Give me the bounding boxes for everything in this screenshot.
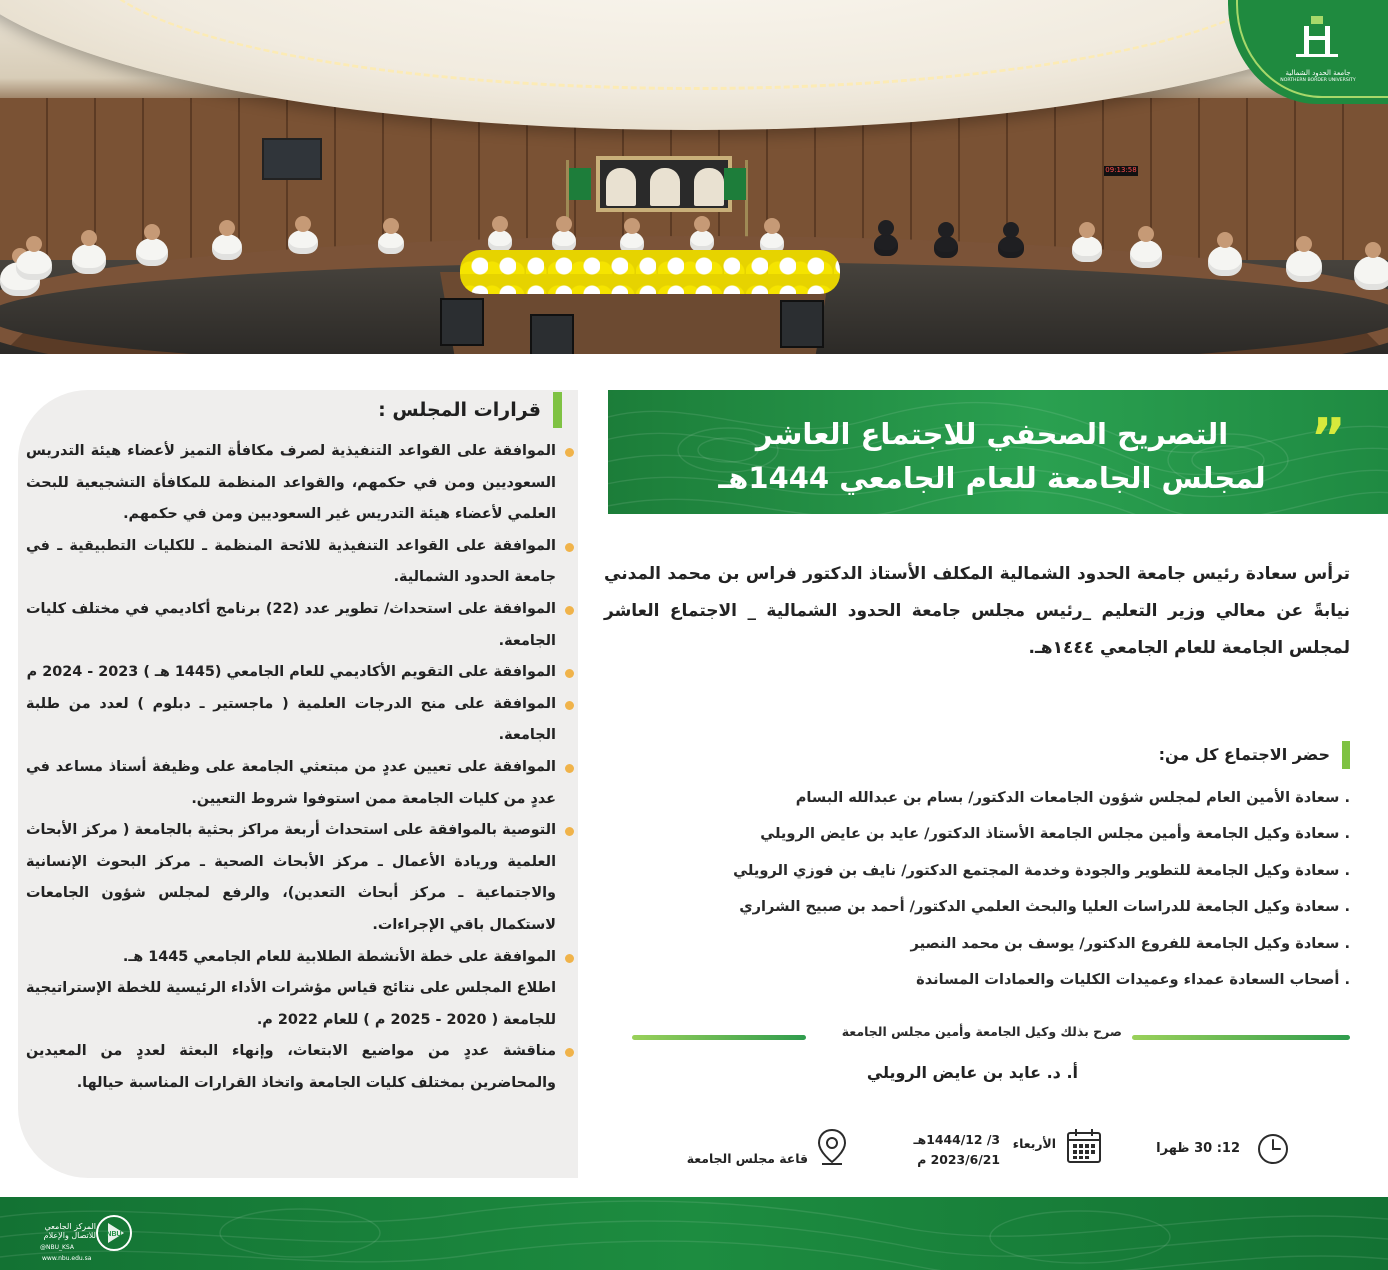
decisions-title: قرارات المجلس : (378, 392, 562, 428)
attendee (1286, 250, 1322, 282)
attendees-title: حضر الاجتماع كل من: (1159, 741, 1350, 769)
decision-item: الموافقة على استحداث/ تطوير عدد (22) برنامج أكاديمي في مختلف كليات الجامعة. (26, 594, 560, 657)
headline-banner (608, 390, 1388, 514)
attendee-item: . سعادة وكيل الجامعة وأمين مجلس الجامعة الأستاذ الدكتور/ عايد بن عايض الرويلي (760, 825, 1350, 843)
headline-line-1: التصريح الصحفي للاجتماع العاشر (755, 417, 1229, 451)
attendee (72, 244, 106, 274)
portrait-frame (596, 156, 732, 212)
location-pin-icon (816, 1128, 848, 1168)
attendee (212, 234, 242, 260)
meeting-date-hijri: 3/ 1444/12هـ (913, 1132, 1000, 1147)
meeting-day: الأربعاء (1012, 1136, 1056, 1151)
university-name (1270, 70, 1366, 83)
wall-clock: 09:13:58 (1105, 166, 1137, 174)
attendee-item: . سعادة وكيل الجامعة للفروع الدكتور/ يوسف بن محمد النصير (910, 934, 1350, 952)
attendee-item: . سعادة وكيل الجامعة للتطوير والجودة وخدمة المجتمع الدكتور/ نايف بن فوزي الرويلي (733, 861, 1350, 879)
flower-arrangement (460, 250, 840, 294)
decision-item: الموافقة على التقويم الأكاديمي للعام الجامعي (1445 هـ ) 2023 - 2024 م (26, 657, 560, 689)
university-name-en: NORTHERN BORDER UNIVERSITY (1280, 77, 1356, 83)
decision-item: الموافقة على القواعد التنفيذية لصرف مكافأة التميز لأعضاء هيئة التدريس السعوديين ومن في حكمهم، والقواعد المنظمة للمكافأة التشجيعية للبحث العلمي لأعضاء هيئة التدريس غير السعوديين ومن في حكمهم. (26, 436, 560, 531)
calendar-icon (1066, 1128, 1102, 1164)
desk-monitor (530, 314, 574, 354)
website-link[interactable]: www.nbu.edu.sa (42, 1255, 92, 1262)
attendee (488, 230, 512, 252)
social-handles[interactable]: @NBU_KSA (40, 1244, 74, 1251)
clock-icon (1256, 1132, 1290, 1166)
meeting-location: قاعة مجلس الجامعة (686, 1151, 808, 1166)
attendee (1072, 236, 1102, 262)
attendee (378, 232, 404, 254)
decision-item: الموافقة على تعيين عددٍ من مبتعثي الجامعة على وظيفة أستاذ مساعد في عددٍ من كليات الجامعة ممن استوفوا شروط التعيين. (26, 752, 560, 815)
divider-line (632, 1035, 806, 1040)
footer-bar (0, 1197, 1388, 1270)
meeting-time: 12: 30 ظهرا (1156, 1141, 1240, 1156)
university-name-ar: جامعة الحدود الشمالية (1285, 69, 1351, 77)
statement-label: صرح بذلك وكيل الجامعة وأمين مجلس الجامعة (841, 1024, 1122, 1039)
wall-screen (262, 138, 322, 180)
decisions-list (26, 436, 560, 1099)
attendee (552, 230, 576, 252)
media-center-logo-icon (94, 1213, 134, 1253)
decision-item: اطلاع المجلس على نتائج قياس مؤشرات الأداء الرئيسية للخطة الإستراتيجية للجامعة ( 2020 - 2025 م ) للعام 2022 م. (26, 980, 556, 1028)
media-center-line-1: المركز الجامعي (44, 1222, 96, 1231)
media-center-line-2: للاتصال والإعلام (43, 1231, 96, 1240)
desk-monitor (780, 300, 824, 348)
attendee (874, 234, 898, 256)
attendee (136, 238, 168, 266)
attendee (690, 230, 714, 252)
desk-monitor (440, 298, 484, 346)
media-center-name (36, 1222, 96, 1240)
decision-item: التوصية بالموافقة على استحداث أربعة مراكز بحثية بالجامعة ( مركز الأبحاث العلمية وريادة الأعمال ـ مركز الأبحاث الصحية ـ مركز البحوث الإنسانية والاجتماعية ـ مركز أبحاث التعدين)، والرفع لمجلس شؤون الجامعات لاستكمال باقي الإجراءات. (26, 815, 560, 941)
meeting-date-gregorian: 2023/6/21 م (917, 1152, 1000, 1167)
intro-paragraph: ترأس سعادة رئيس جامعة الحدود الشمالية المكلف الأستاذ الدكتور فراس بن محمد المدني نيابةً عن معالي وزير التعليم _رئيس مجلس جامعة الحدود الشمالية _ الاجتماع العاشر لمجلس الجامعة للعام الجامعي ١٤٤٤هـ. (604, 564, 1350, 658)
attendee (934, 236, 958, 258)
university-logo-icon (1296, 16, 1338, 62)
attendee (1208, 246, 1242, 276)
flag (569, 168, 591, 200)
flag (724, 168, 746, 200)
decision-item: الموافقة على خطة الأنشطة الطلابية للعام الجامعي 1445 هـ. (26, 942, 560, 974)
attendee (1354, 256, 1388, 290)
decision-item: مناقشة عددٍ من مواضيع الابتعاث، وإنهاء البعثة لعددٍ من المعيدين والمحاضرين بمختلف كليات الجامعة واتخاذ القرارات المناسبة حيالها. (26, 1036, 560, 1099)
attendee-item: . سعادة الأمين العام لمجلس شؤون الجامعات الدكتور/ بسام بن عبدالله البسام (795, 789, 1350, 806)
signer-name: أ. د. عايد بن عايض الرويلي (866, 1063, 1078, 1082)
attendees-list (650, 780, 1350, 998)
media-logo-text: NBU (106, 1231, 122, 1238)
attendee (288, 230, 318, 254)
attendee (1130, 240, 1162, 268)
topographic-pattern (0, 1197, 1388, 1270)
decisions-panel (18, 390, 578, 1178)
attendee-item: . سعادة وكيل الجامعة للدراسات العليا والبحث العلمي الدكتور/ أحمد بن صبيح الشراري (739, 898, 1350, 916)
council-meeting-photo (0, 0, 1388, 354)
attendee (16, 250, 52, 280)
attendee-item: . أصحاب السعادة عمداء وعميدات الكليات والعمادات المساندة (916, 971, 1350, 989)
attendee (998, 236, 1024, 258)
decision-item: الموافقة على منح الدرجات العلمية ( ماجستير ـ دبلوم ) لعدد من طلبة الجامعة. (26, 689, 560, 752)
divider-line (1132, 1035, 1350, 1040)
headline-title (672, 412, 1312, 500)
quote-icon: ” (1310, 407, 1346, 470)
headline-line-2: لمجلس الجامعة للعام الجامعي 1444هـ (718, 461, 1266, 495)
decision-item: الموافقة على القواعد التنفيذية للائحة المنظمة ـ للكليات التطبيقية ـ في جامعة الحدود الشمالية. (26, 531, 560, 594)
